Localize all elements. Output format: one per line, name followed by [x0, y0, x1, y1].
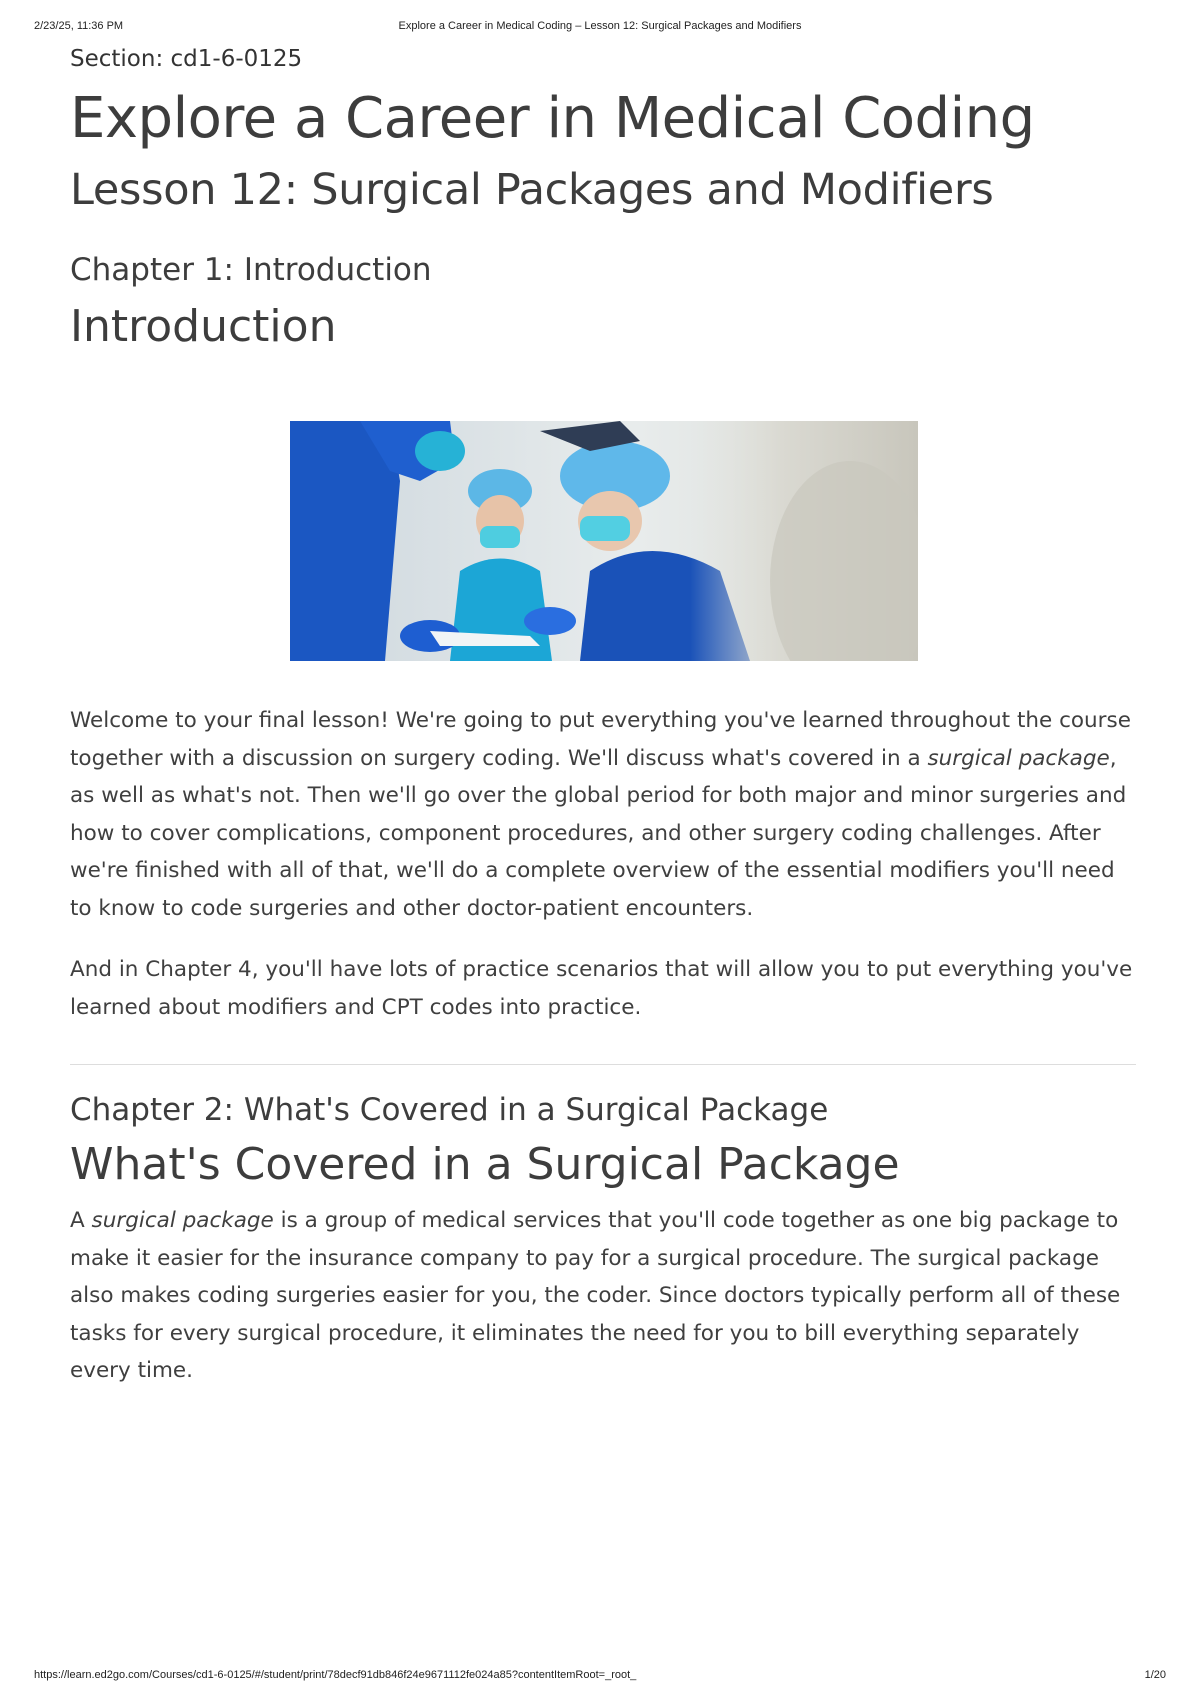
- print-page-title: Explore a Career in Medical Coding – Lesson 12: Surgical Packages and Modifiers: [398, 20, 802, 32]
- chapter-divider: [70, 1064, 1136, 1065]
- chapter2-emphasis: surgical package: [91, 1208, 274, 1233]
- lesson-title: Lesson 12: Surgical Packages and Modifiers: [70, 165, 994, 215]
- chapter1-label: Chapter 1: Introduction: [70, 252, 432, 288]
- chapter2-content: [70, 1090, 1136, 1390]
- page-number: 1/20: [1144, 1669, 1166, 1681]
- chapter2-label: Chapter 2: What's Covered in a Surgical Package: [70, 1092, 829, 1128]
- intro-text-a: Welcome to your final lesson! We're going to put everything you've learned throughout the course together with a discussion on surgery coding. We'll discuss what's covered in a: [70, 708, 1131, 771]
- surgery-team-image: [290, 421, 918, 661]
- intro-paragraph-2: And in Chapter 4, you'll have lots of practice scenarios that will allow you to put everything you've learned about modifiers and CPT codes into practice.: [70, 957, 1133, 1020]
- print-footer: [34, 1669, 1166, 1685]
- print-header: [34, 20, 1166, 36]
- intro-text-b: , as well as what's not. Then we'll go over the global period for both major and minor surgeries and how to cover complications, component procedures, and other surgery coding challenges. After we're finished with all of that, we'll do a complete overview of the essential modifiers you'll need to know to code surgeries and other doctor-patient encounters.: [70, 745, 1127, 921]
- chapter1-heading: Introduction: [70, 301, 337, 352]
- chapter2-heading: What's Covered in a Surgical Package: [70, 1139, 900, 1190]
- print-url: https://learn.ed2go.com/Courses/cd1-6-0125/#/student/print/78decf91db846f24e9671112fe024a85?contentItemRoot=_root_: [34, 1669, 637, 1681]
- section-label: Section: cd1-6-0125: [70, 46, 303, 72]
- intro-emphasis: surgical package: [927, 745, 1110, 771]
- course-title: Explore a Career in Medical Coding: [70, 86, 1035, 151]
- print-datetime: 2/23/25, 11:36 PM: [34, 20, 124, 32]
- chapter2-text-b: is a group of medical services that you'll code together as one big package to make it easier for the insurance company to pay for a surgical procedure. The surgical package also makes coding surgeries easier for you, the coder. Since doctors typically perform all of these tasks for every surgical procedure, it eliminates the need for you to bill everything separately every time.: [70, 1208, 1121, 1383]
- intro-paragraph-1: [70, 702, 1136, 927]
- chapter2-text-a: A: [70, 1208, 92, 1233]
- chapter2-paragraph-1: [70, 1202, 1136, 1390]
